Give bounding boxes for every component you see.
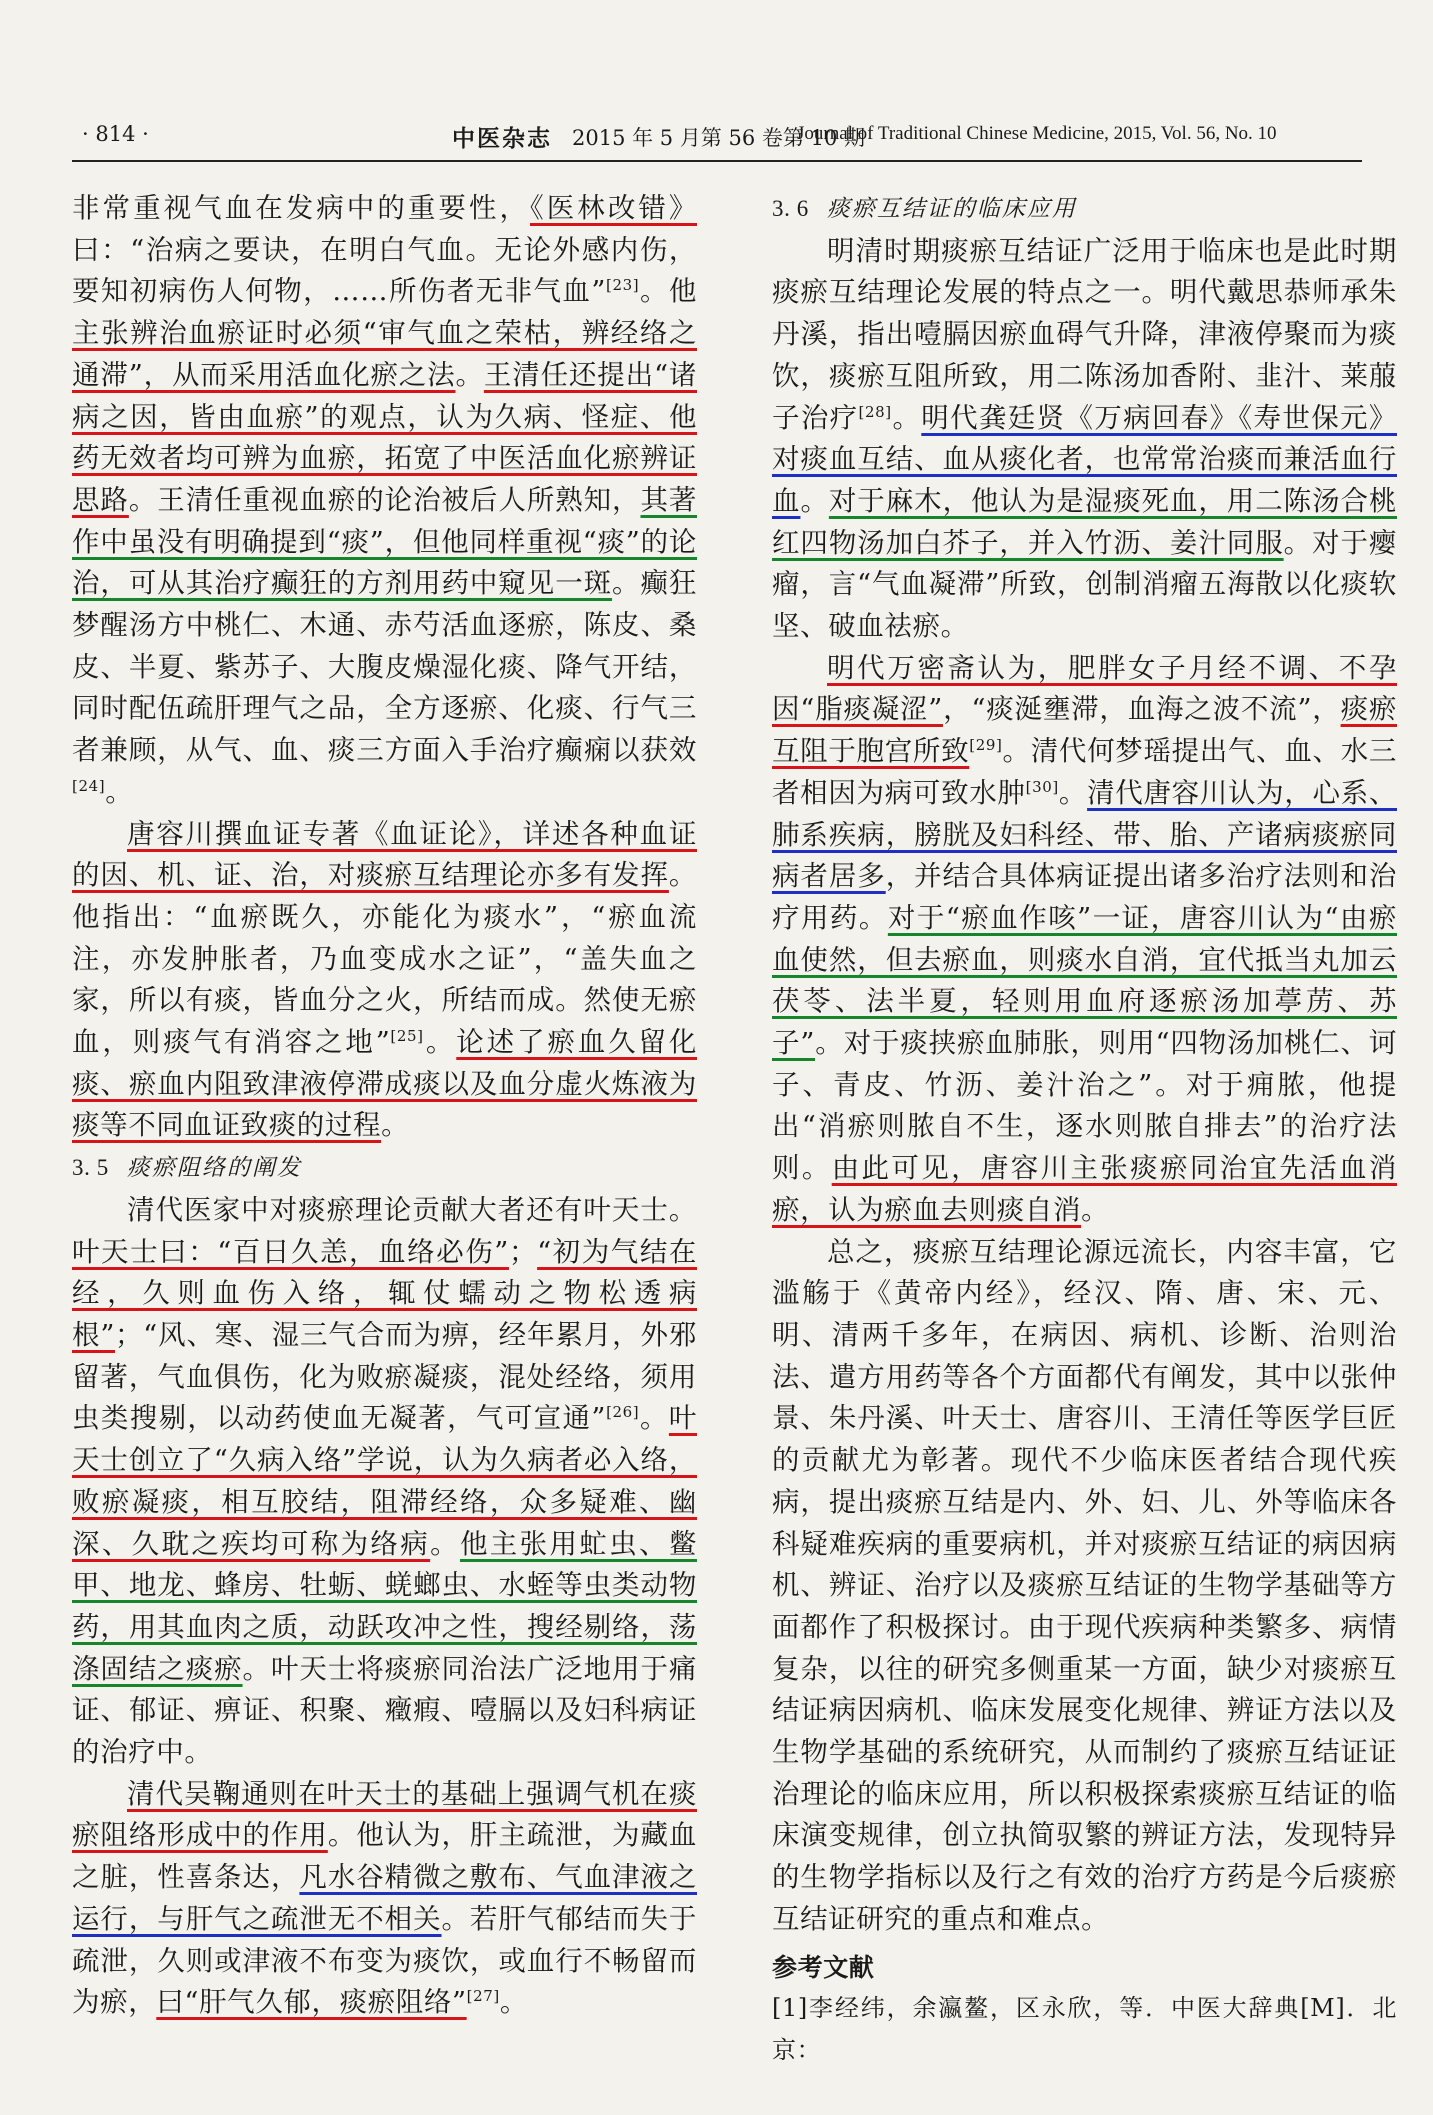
- citation-ref: [30]: [1025, 777, 1059, 796]
- underlined-text: 清代唐容川认为，心系、肺系疾病，膀胱及妇科经、带、胎、产诸病痰瘀同病者居多: [772, 776, 1397, 893]
- citation-ref: [23]: [606, 276, 640, 295]
- text-run: 。他认为，肝主疏泄，为藏血之脏，性喜条达，: [72, 1819, 697, 1894]
- underlined-text: 论述了瘀血久留化痰、瘀血内阻致津液停滞成痰以及血分虚火炼液为痰等不同血证致痰的过程: [72, 1026, 697, 1142]
- text-run: 。癫狂梦醒汤方中桃仁、木通、赤芍活血逐瘀，陈皮、桑皮、半夏、紫苏子、大腹皮燥湿化痰、降气开结，同时配伍疏肝理气之品，全方逐瘀、化痰、行气三者兼顾，从气、血、痰三方面入手治疗癫痫以获效: [72, 567, 697, 767]
- text-run: 。: [800, 484, 829, 517]
- paragraph: [772, 231, 1397, 648]
- text-run: 。对于痰挟瘀血肺胀，则用“四物汤加桃仁、诃子、青皮、竹沥、姜汁治之”。对于痈脓，他提出“消瘀则脓自不生，逐水则脓自排去”的治疗法则。: [772, 1027, 1397, 1185]
- citation-ref: [27]: [466, 1987, 500, 2006]
- underlined-text: 王清任还提出“诸病之因，皆由血瘀”的观点，认为久病、怪症、他药无效者均可辨为血瘀，拓宽了中医活血化瘀辨证思路: [72, 358, 697, 516]
- text-run: 总之，痰瘀互结理论源远流长，内容丰富，它滥觞于《黄帝内经》，经汉、隋、唐、宋、元、明、清两千多年，在病因、病机、诊断、治则治法、遣方用药等各个方面都代有阐发，其中以张仲景、朱丹溪、叶天士、唐容川、王清任等医学巨匠的贡献尤为彰著。现代不少临床医者结合现代疾病，提出痰瘀互结是内、外、妇、儿、外等临床各科疑难疾病的重要病机，并对痰瘀互结证的病因病机、辨证、治疗以及痰瘀互结证的生物学基础等方面都作了积极探讨。由于现代疾病种类繁多、病情复杂，以往的研究多侧重某一方面，缺少对痰瘀互结证病因病机、临床发展变化规律、辨证方法以及生物学基础的系统研究，从而制约了痰瘀互结证证治理论的临床应用，所以积极探索痰瘀互结证的临床演变规律，创立执简驭繁的辨证方法，发现特异的生物学指标以及行之有效的治疗方药是今后痰瘀互结证研究的重点和难点。: [772, 1235, 1397, 1935]
- text-run: ，并结合具体病证提出诸多治疗法则和治疗用药。: [772, 860, 1397, 934]
- text-run: 。王清任重视血瘀的论治被后人所熟知，: [128, 483, 641, 516]
- citation-ref: [24]: [72, 776, 106, 795]
- text-run: 。他: [639, 275, 697, 308]
- journal-date-volume: 2015 年 5 月第 56 卷第 10 期: [572, 126, 865, 150]
- citation-ref: [25]: [390, 1026, 424, 1045]
- text-run: 清代医家中对痰瘀理论贡献大者还有叶天士。: [127, 1193, 697, 1226]
- text-run: 。他指出：“血瘀既久，亦能化为痰水”，“瘀血流注，亦发肿胀者，乃血变成水之证”，“盖失血之家，所以有痰，皆血分之火，所结而成。然使无瘀血，则痰气有消容之地”: [72, 859, 697, 1059]
- text-run: 。: [105, 775, 134, 808]
- text-run: 。若肝气郁结而失于疏泄，久则或津液不布变为痰饮，或血行不畅留而为瘀，: [72, 1902, 697, 2019]
- underlined-text: 对于“瘀血作咳”一证，唐容川认为“由瘀血使然，但去瘀血，则痰水自消，宜代抵当丸加云茯苓、法半夏，轻则用血府逐瘀汤加葶苈、苏子”: [772, 901, 1397, 1060]
- left-column: [72, 188, 697, 2024]
- section-number: 3. 5: [72, 1155, 109, 1181]
- header-rule: [72, 160, 1362, 162]
- text-run: 。: [423, 1026, 457, 1059]
- text-run: 。: [1058, 776, 1088, 809]
- section-title: 痰瘀互结证的临床应用: [826, 196, 1077, 222]
- text-run: 非常重视气血在发病中的重要性，: [72, 192, 530, 224]
- page-number: · 814 ·: [82, 122, 149, 146]
- text-run: ；: [508, 1235, 538, 1268]
- text-run: 。叶天士将痰瘀同治法广泛地用于痛证、郁证、痹证、积聚、癥瘕、噎膈以及妇科病证的治疗中。: [72, 1652, 697, 1769]
- right-column: [772, 188, 1397, 2072]
- section-heading-3-5: [72, 1147, 697, 1190]
- paragraph: [772, 648, 1397, 1232]
- text-run: 。: [430, 1527, 460, 1560]
- underlined-text: 叶天士创立了“久病入络”学说，认为久病者必入络，败瘀凝痰，相互胶结，阻滞经络，众多疑难、幽深、久耽之疾均可称为络病: [72, 1402, 697, 1560]
- underlined-text: 由此可见，唐容川主张痰瘀同治宜先活血消瘀，认为瘀血去则痰自消: [772, 1152, 1398, 1226]
- reference-entry: [1]李经纬，余瀛鳌，区永欣，等．中医大辞典[M]．北京：: [772, 1994, 1397, 2064]
- citation-ref: [26]: [606, 1403, 640, 1422]
- underlined-text: “初为气结在经，久则血伤入络，辄仗蠕动之物松透病根”: [72, 1235, 697, 1351]
- text-run: 。对于瘿瘤，言“气血凝滞”所致，创制消瘤五海散以化痰软坚、破血祛瘀。: [772, 526, 1397, 643]
- journal-name-en: Journal of Traditional Chinese Medicine, 2015, Vol. 56, No. 10: [797, 123, 1277, 144]
- underlined-text: 明代龚廷贤《万病回春》《寿世保元》对痰血互结、血从痰化者，也常常治痰而兼活血行血: [772, 401, 1397, 517]
- text-run: ；“风、寒、湿三气合而为痹，经年累月，外邪留著，气血俱伤，化为败瘀凝痰，混处经络，须用虫类搜剔，以动药使血无凝著，气可宣通”: [72, 1318, 697, 1435]
- text-run: 曰：“治病之要诀，在明白气血。无论外感内伤，要知初病伤人何物，……所伤者无非气血”: [72, 233, 697, 308]
- citation-ref: [28]: [858, 402, 892, 421]
- section-title: 痰瘀阻络的阐发: [126, 1155, 302, 1182]
- journal-name-cn: 中医杂志: [452, 125, 552, 152]
- underlined-text: 唐容川撰血证专著《血证论》，详述各种血证的因、机、证、治，对痰瘀互结理论亦多有发挥: [72, 817, 697, 892]
- underlined-text: 其著作中虽没有明确提到“痰”，但他同样重视“痰”的论治，可从其治疗癫狂的方剂用药中窥见一斑: [72, 483, 698, 600]
- underlined-text: 痰瘀互阻于胞宫所致: [772, 693, 1397, 768]
- underlined-text: 叶天士曰：“百日久恙，血络必伤”: [72, 1235, 509, 1268]
- paragraph: [72, 1190, 697, 1774]
- text-run: ，“痰涎壅滞，血海之波不流”，: [942, 693, 1341, 726]
- section-heading-3-6: [772, 188, 1397, 231]
- text-run: 。: [1081, 1193, 1110, 1226]
- text-run: 。: [639, 1402, 669, 1435]
- underlined-text: 《医林改错》: [529, 192, 697, 224]
- underlined-text: 对于麻木，他认为是湿痰死血，用二陈汤合桃红四物汤加白芥子，并入竹沥、姜汁同服: [772, 484, 1398, 559]
- text-run: 。: [891, 401, 922, 434]
- references-heading: 参考文献: [772, 1952, 875, 1982]
- text-run: 。清代何梦瑶提出气、血、水三者相因为病可致水肿: [772, 735, 1397, 809]
- page-header: [72, 116, 1362, 156]
- underlined-text: 凡水谷精微之敷布、气血津液之运行，与肝气之疏泄无不相关: [72, 1861, 697, 1935]
- paragraph: [72, 1774, 697, 2024]
- paragraph: [72, 814, 697, 1148]
- text-run: 。: [455, 358, 484, 391]
- underlined-text: 曰“肝气久郁，痰瘀阻络”: [156, 1986, 467, 2019]
- paragraph: [772, 1232, 1397, 1941]
- text-run: 。: [499, 1986, 528, 2019]
- section-number: 3. 6: [772, 196, 809, 221]
- citation-ref: [29]: [969, 735, 1003, 754]
- underlined-text: 主张辨治血瘀证时必须“审气血之荣枯，辨经络之通滞”，从而采用活血化瘀之法: [72, 317, 697, 391]
- text-run: 。: [381, 1109, 410, 1142]
- text-run: 明清时期痰瘀互结证广泛用于临床也是此时期痰瘀互结理论发展的特点之一。明代戴思恭师承朱丹溪，指出噎膈因瘀血碍气升降，津液停聚而为痰饮，痰瘀互阻所致，用二陈汤加香附、韭汁、莱菔子治疗: [772, 234, 1397, 434]
- paragraph: [72, 188, 697, 814]
- underlined-text: 他主张用虻虫、鳖甲、地龙、蜂房、牡蛎、蜣螂虫、水蛭等虫类动物药，用其血肉之质，动跃攻冲之性，搜经剔络，荡涤固结之痰瘀: [72, 1527, 697, 1685]
- underlined-text: 明代万密斋认为，肥胖女子月经不调、不孕因“脂痰凝涩”: [772, 651, 1397, 726]
- underlined-text: 清代吴鞠通则在叶天士的基础上强调气机在痰瘀阻络形成中的作用: [72, 1777, 697, 1852]
